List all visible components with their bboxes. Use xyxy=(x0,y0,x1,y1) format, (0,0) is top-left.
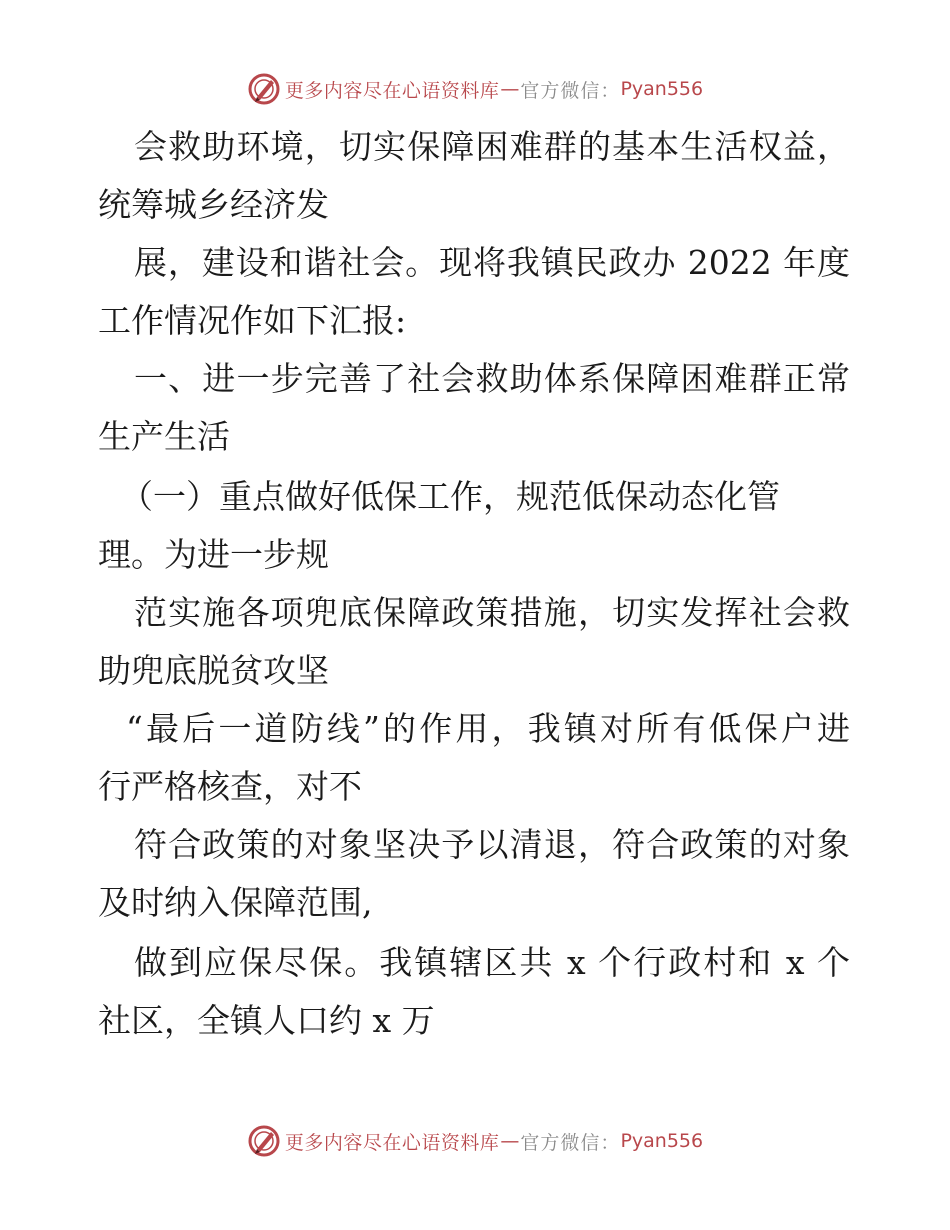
text-line: 助兜底脱贫攻坚 xyxy=(98,651,329,690)
text-line: 及时纳入保障范围, xyxy=(98,883,373,922)
text-line: （一）重点做好低保工作，规范低保动态化管 xyxy=(120,477,780,516)
text-line: 展，建设和谐社会。现将我镇民政办 2022 年度 xyxy=(134,243,850,282)
text-line: 行严格核查，对不 xyxy=(98,767,362,806)
text-line: 会救助环境，切实保障困难群的基本生活权益， xyxy=(134,127,850,166)
text-line: 做到应保尽保。我镇辖区共 x 个行政村和 x 个 xyxy=(134,943,850,982)
text-line: 工作情况作如下汇报: xyxy=(98,301,407,340)
watermark-brand: 更多内容尽在心语资料库 xyxy=(284,79,500,102)
text-line: 理。为进一步规 xyxy=(98,535,329,574)
text-line: 统筹城乡经济发 xyxy=(98,185,329,224)
watermark-wechat-id: Pyan556 xyxy=(620,78,704,100)
watermark-brand: 更多内容尽在心语资料库 xyxy=(284,1131,500,1154)
text-line: 一、进一步完善了社会救助体系保障困难群正常 xyxy=(134,359,850,398)
text-line: 符合政策的对象坚决予以清退，符合政策的对象 xyxy=(134,825,850,864)
watermark-wechat-id: Pyan556 xyxy=(620,1130,704,1152)
pen-seal-icon xyxy=(247,1124,281,1158)
watermark-dash: — xyxy=(500,78,520,100)
footer-watermark xyxy=(0,1124,950,1158)
watermark-dash: — xyxy=(500,1130,520,1152)
text-line: 范实施各项兜底保障政策措施，切实发挥社会救 xyxy=(134,593,850,632)
text-line: 社区，全镇人口约 x 万 xyxy=(98,1001,435,1040)
text-line: 生产生活 xyxy=(98,417,230,456)
text-line: “最后一道防线”的作用，我镇对所有低保户进 xyxy=(126,709,850,748)
watermark-label: 官方微信： xyxy=(520,1131,621,1154)
watermark-label: 官方微信： xyxy=(520,79,621,102)
